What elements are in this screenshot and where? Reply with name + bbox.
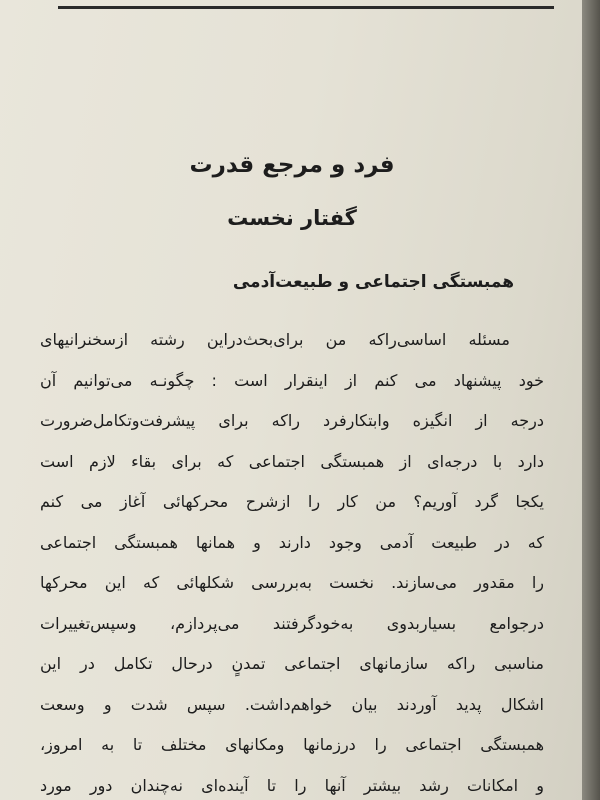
text-line: که در طبیعت آدمی وجود دارند و همانها همبستگی اجتماعی [40, 532, 544, 552]
text-line: دارد با درجه‌ای از همبستگی اجتماعی که برای بقاء لازم است [40, 451, 544, 471]
text-line: و امکانات رشد بیشتر آنها را تا آینده‌ای نه‌چندان دور مورد [40, 775, 544, 795]
header-rule [58, 6, 554, 9]
text-line: یکجا گرد آوریم؟ من کار را ازشرح محرکهائی آغاز می کنم [40, 492, 544, 511]
text-line: اشکال پدید آوردند بیان خواهم‌داشت. سپس شدت و وسعت [40, 694, 544, 714]
text-line: خود پیشنهاد می کنم از اینقرار است : چگونـه می‌توانیم آن [40, 370, 544, 390]
chapter-title: فرد و مرجع قدرت [189, 152, 395, 178]
subheading: همبستگی اجتماعی و طبیعت‌آدمی [232, 272, 514, 292]
text-line: را مقدور می‌سازند. نخست به‌بررسی شکلهائی که این محرکها [40, 573, 544, 592]
text-line: مسئله اساسی‌راکه من برای‌بحث‌دراین رشته ازسخنرانیهای [40, 330, 510, 349]
text-line: درجه از انگیزه وابتکارفرد راکه برای پیشرفت‌وتکامل‌ضرورت [40, 411, 544, 430]
text-line: درجوامع بسیاربدوی به‌خودگرفتند می‌پردازم، وسپس‌تغییرات [40, 613, 544, 633]
text-line: مناسبی راکه سازمانهای اجتماعی تمدنٍ درحال تکامل در این [40, 654, 544, 673]
section-title: گفتار نخست [227, 206, 357, 230]
page-edge-shadow [582, 0, 600, 800]
text-line: همبستگی اجتماعی را درزمانها ومکانهای مختلف تا به امروز، [40, 735, 544, 754]
body-paragraph [40, 320, 544, 800]
